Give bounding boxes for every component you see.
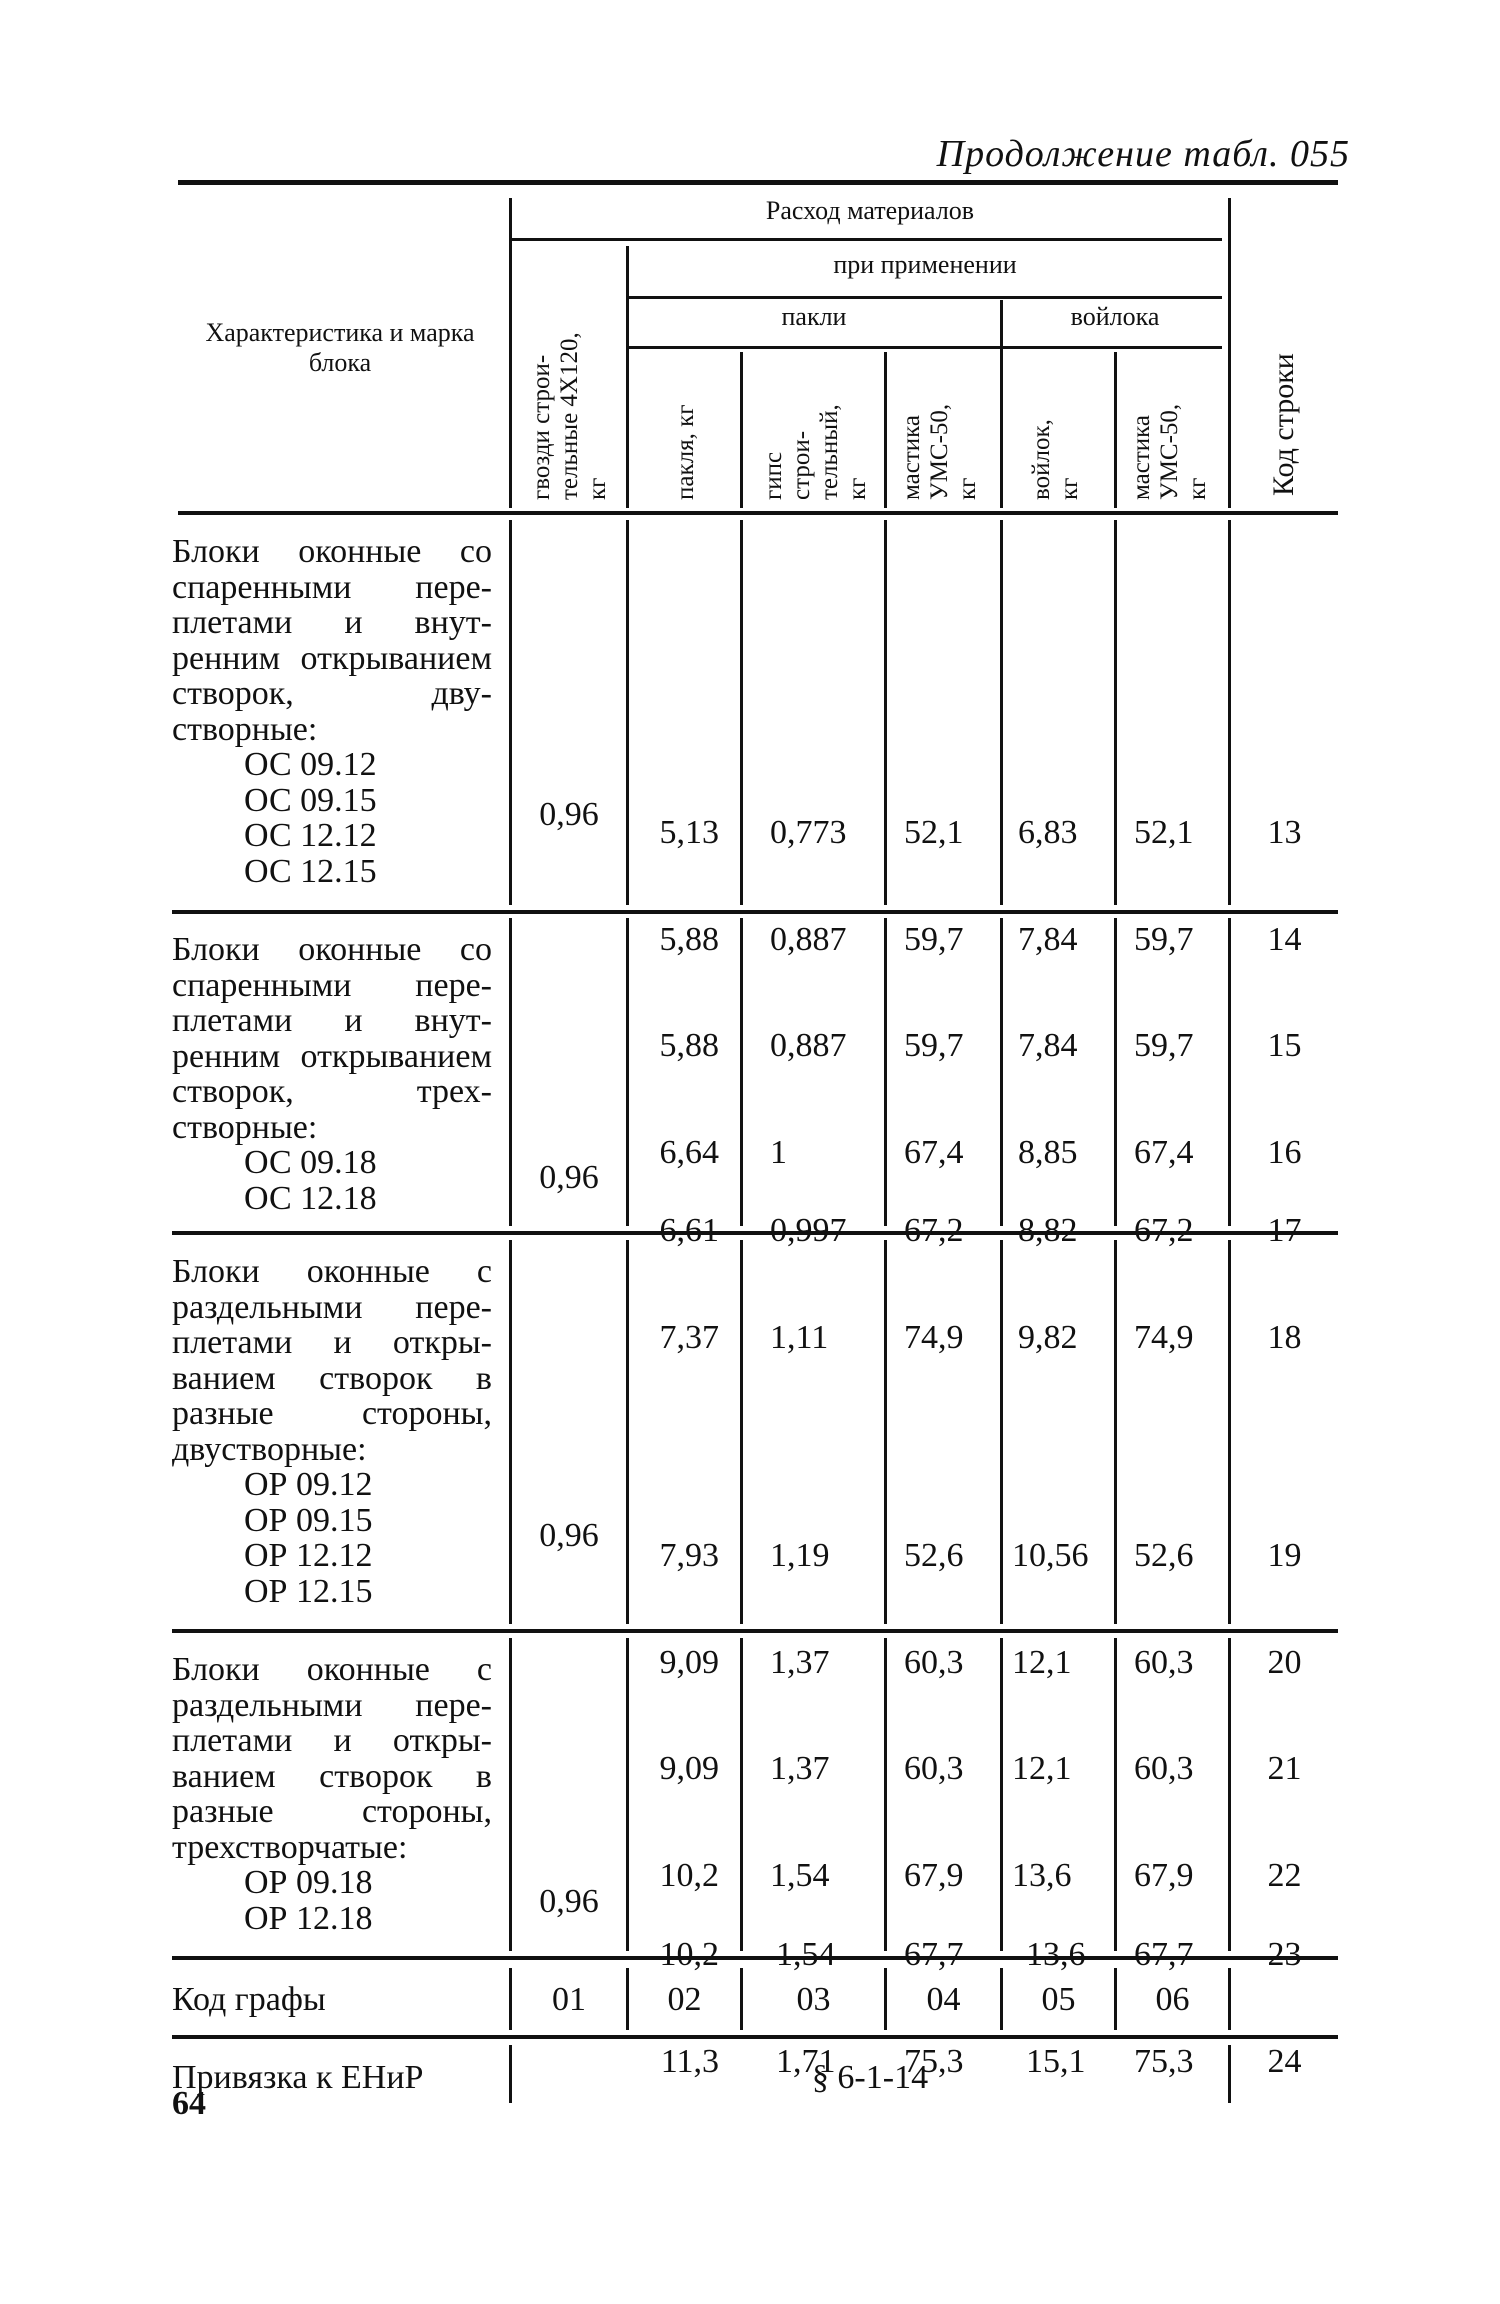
value-cell: 1,71	[776, 2042, 836, 2080]
value-cell: 9,09	[659, 1643, 719, 1681]
value-cell: 10,2	[659, 1936, 719, 1973]
group-2-mastic-tow	[904, 1142, 994, 1426]
row-code: 24	[1267, 2042, 1302, 2080]
value-cell: 1,37	[770, 1643, 830, 1681]
value-cell: 74,9	[1134, 1318, 1194, 1356]
value-cell: 7,84	[1018, 920, 1078, 958]
row-code: 14	[1267, 920, 1302, 958]
value-cell: 5,88	[659, 1027, 719, 1064]
value-cell: 0,997	[770, 1212, 847, 1249]
column-code: 03	[796, 1981, 831, 2018]
group-3-text: Блоки оконные с раздельными переплетами и открыванием створок в разные стороны, двустворные:	[172, 1253, 492, 1468]
value-cell: 12,1	[1012, 1643, 1072, 1681]
value-cell: 1	[770, 1133, 787, 1171]
vrule-header-1	[509, 198, 512, 508]
value-cell: 67,7	[1134, 1936, 1194, 1973]
header-divider-consumption	[512, 238, 1222, 241]
column-codes-label: Код графы	[172, 1981, 326, 2018]
header-col-gypsum: гипс строи- тельный, кг	[760, 404, 871, 500]
value-cell: 52,6	[904, 1537, 964, 1574]
value-cell: 67,2	[904, 1212, 964, 1249]
row-code: 20	[1267, 1643, 1302, 1681]
value-cell: 0,773	[770, 814, 847, 851]
group-3-nails: 0,96	[539, 1517, 599, 1554]
value-cell: 9,09	[659, 1750, 719, 1787]
group-1-text: Блоки оконные со спаренными переплетами и внутренним открыванием створок, двустворные:	[172, 533, 492, 748]
header-col-felt: войлок, кг	[1028, 419, 1083, 500]
value-cell: 7,93	[659, 1537, 719, 1574]
value-cell: 60,3	[1134, 1643, 1194, 1681]
value-cell: 1,37	[770, 1750, 830, 1787]
value-cell: 7,84	[1018, 1027, 1078, 1064]
group-4-description	[172, 1652, 492, 1936]
value-cell: 1,54	[776, 1936, 836, 1973]
value-cell: 9,82	[1018, 1318, 1078, 1356]
table-caption: Продолжение табл. 055	[936, 133, 1350, 175]
value-cell: 60,3	[1134, 1750, 1194, 1787]
value-cell: 59,7	[1134, 1027, 1194, 1064]
header-col-nails: гвозди строи- тельные 4Х120, кг	[528, 332, 611, 500]
value-cell: 6,61	[659, 1212, 719, 1249]
binding-value: § 6-1-14	[811, 2059, 929, 2096]
header-col-mastic-felt: мастика УМС-50, кг	[1128, 403, 1211, 500]
value-cell: 12,1	[1012, 1750, 1072, 1787]
group-1-nails: 0,96	[539, 796, 599, 833]
group-4-mark: ОР 12.18	[244, 1899, 373, 1937]
value-cell: 75,3	[904, 2042, 964, 2080]
group-1-mark: ОС 09.12	[244, 746, 377, 783]
value-cell: 67,9	[904, 1856, 964, 1894]
header-col-tow: пакля, кг	[672, 404, 699, 500]
value-cell: 0,887	[770, 920, 847, 958]
group-2-description	[172, 932, 492, 1216]
value-cell: 10,56	[1012, 1537, 1089, 1574]
row-code: 21	[1267, 1750, 1302, 1787]
group-4-codes	[1231, 1866, 1338, 2150]
value-cell: 67,9	[1134, 1856, 1194, 1894]
group-2-codes	[1231, 1142, 1338, 1426]
group-3-mark: ОР 12.12	[244, 1537, 373, 1574]
group-2-mastic-felt	[1134, 1142, 1224, 1426]
value-cell: 6,64	[659, 1133, 719, 1171]
header-bottom-rule	[178, 511, 1338, 515]
value-cell: 52,1	[904, 814, 964, 851]
value-cell: 8,85	[1018, 1133, 1078, 1171]
value-cell: 6,83	[1018, 814, 1078, 851]
vrule-header-5	[1000, 300, 1003, 508]
value-cell: 1,11	[770, 1318, 829, 1356]
top-rule	[178, 180, 1338, 185]
header-felt-group: войлока	[1070, 302, 1160, 331]
value-cell: 67,4	[904, 1133, 964, 1171]
value-cell: 59,7	[904, 1027, 964, 1064]
header-characteristic: Характеристика и марка блока	[205, 318, 475, 377]
value-cell: 8,82	[1018, 1212, 1078, 1249]
row-code: 19	[1267, 1537, 1302, 1574]
header-col-mastic-tow: мастика УМС-50, кг	[898, 403, 981, 500]
vrule-header-4	[884, 352, 887, 508]
value-cell: 15,1	[1026, 2042, 1086, 2080]
header-divider-application	[628, 296, 1222, 299]
value-cell: 10,2	[659, 1856, 719, 1894]
binding-label: Привязка к ЕНиР	[172, 2059, 424, 2096]
row-code: 17	[1267, 1212, 1302, 1249]
row-code: 13	[1267, 814, 1302, 851]
value-cell: 60,3	[904, 1750, 964, 1787]
row-code: 18	[1267, 1318, 1302, 1356]
value-cell: 5,88	[659, 920, 719, 958]
row-code: 22	[1267, 1856, 1302, 1894]
group-4-nails: 0,96	[539, 1883, 599, 1920]
value-cell: 1,19	[770, 1537, 830, 1574]
vrule-header-3	[740, 352, 743, 508]
column-code: 05	[1041, 1981, 1076, 2018]
value-cell: 60,3	[904, 1643, 964, 1681]
header-consumption: Расход материалов	[765, 196, 975, 225]
value-cell: 52,6	[1134, 1537, 1194, 1574]
value-cell: 13,6	[1012, 1856, 1072, 1894]
group-1-mark: ОС 09.15	[244, 781, 377, 819]
group-3-mark: ОР 09.12	[244, 1466, 373, 1503]
group-3-mark: ОР 12.15	[244, 1572, 373, 1610]
group-2-tow	[629, 1142, 719, 1426]
group-2-text: Блоки оконные со спаренными переплетами и внутренним открыванием створок, трехстворные:	[172, 931, 492, 1146]
value-cell: 59,7	[1134, 920, 1194, 958]
value-cell: 59,7	[904, 920, 964, 958]
value-cell: 1,54	[770, 1856, 830, 1894]
group-3-mark: ОР 09.15	[244, 1501, 373, 1539]
column-code: 01	[552, 1981, 586, 2018]
group-2-mark: ОС 12.18	[244, 1179, 377, 1217]
group-4-mark: ОР 09.18	[244, 1864, 373, 1901]
group-1-mark: ОС 12.15	[244, 852, 377, 890]
vrule-header-2	[626, 246, 629, 508]
row-code: 16	[1267, 1133, 1302, 1171]
column-code: 06	[1155, 1981, 1190, 2018]
value-cell: 11,3	[660, 2042, 719, 2080]
header-divider-groups	[628, 346, 1222, 349]
row-code: 15	[1267, 1027, 1302, 1064]
value-cell: 52,1	[1134, 814, 1194, 851]
column-code: 02	[667, 1981, 702, 2018]
value-cell: 5,13	[659, 814, 719, 851]
value-cell: 67,7	[904, 1936, 964, 1973]
group-2-felt	[1018, 1142, 1112, 1426]
value-cell: 67,4	[1134, 1133, 1194, 1171]
group-2-nails: 0,96	[539, 1159, 599, 1196]
header-row-code: Код строки	[1267, 353, 1300, 496]
value-cell: 13,6	[1026, 1936, 1086, 1973]
header-tow-group: пакли	[781, 302, 847, 331]
value-cell: 0,887	[770, 1027, 847, 1064]
value-cell: 7,37	[659, 1318, 719, 1356]
group-2-mark: ОС 09.18	[244, 1144, 377, 1181]
row-code: 23	[1267, 1936, 1302, 1973]
group-3-description	[172, 1254, 492, 1609]
value-cell: 67,2	[1134, 1212, 1194, 1249]
group-1-description	[172, 534, 492, 889]
value-cell: 75,3	[1134, 2042, 1194, 2080]
group-4-text: Блоки оконные с раздельными переплетами и открыванием створок в разные стороны, трехстворчатые:	[172, 1651, 492, 1866]
group-1-mark: ОС 12.12	[244, 817, 377, 854]
header-application: при применении	[833, 250, 1017, 279]
page-number: 64	[172, 2085, 206, 2122]
vrule-header-7	[1228, 198, 1231, 508]
column-code: 04	[926, 1981, 961, 2018]
vrule-header-6	[1114, 352, 1117, 508]
value-cell: 74,9	[904, 1318, 964, 1356]
group-2-gypsum	[770, 1142, 880, 1426]
